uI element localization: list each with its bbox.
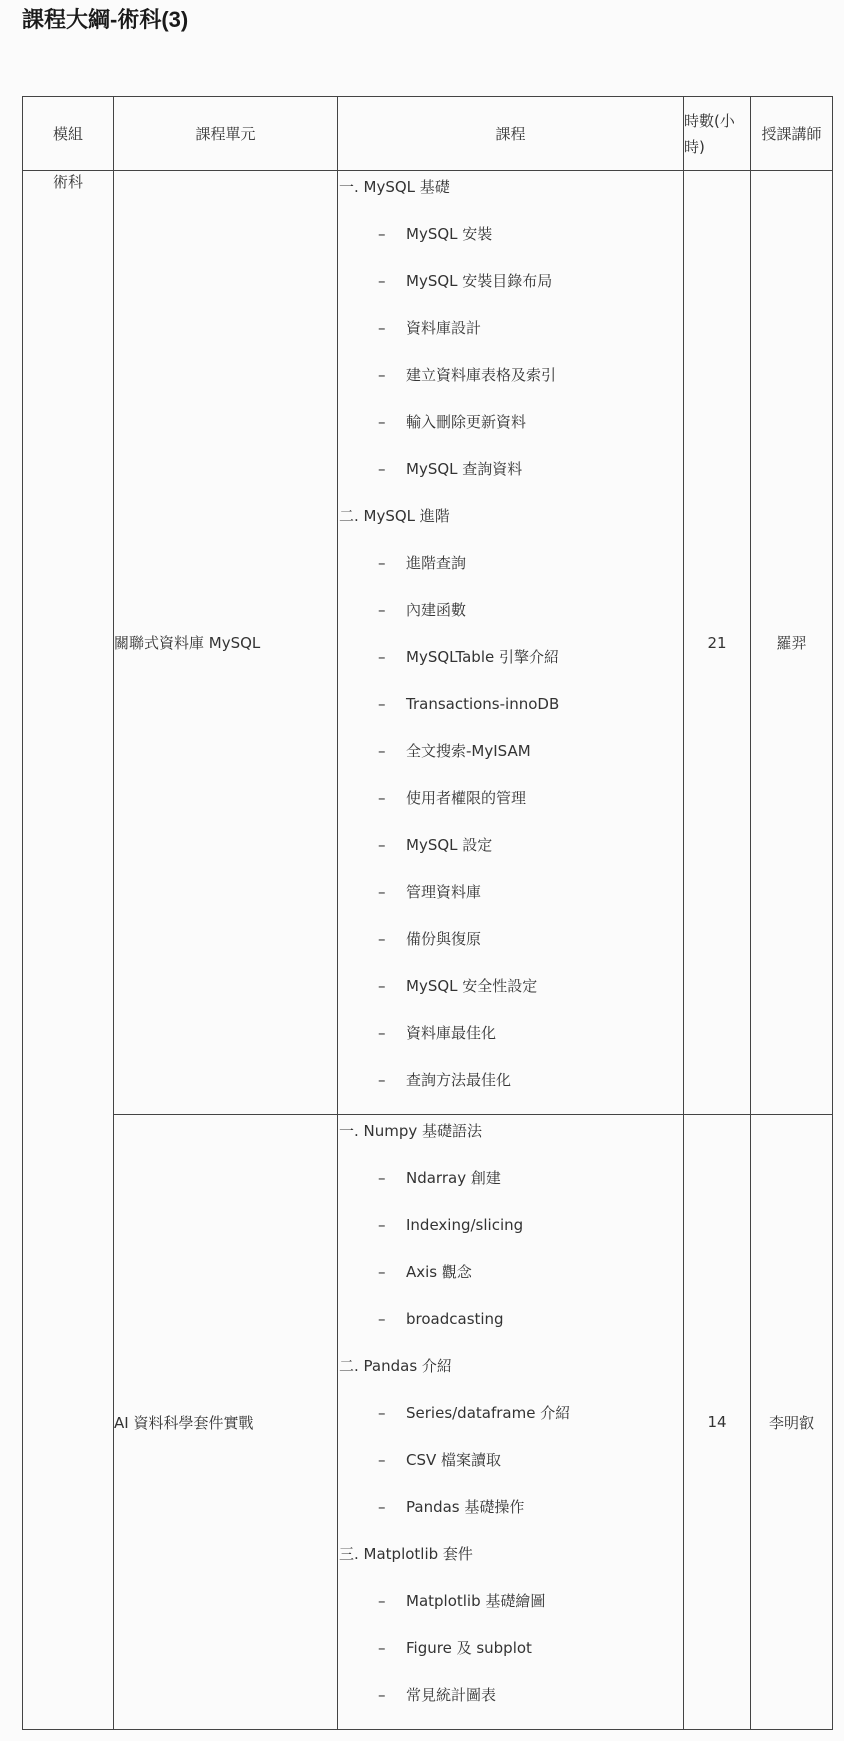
header-module: 模組: [23, 97, 114, 171]
course-item-text: 常見統計圖表: [406, 1686, 497, 1704]
item-marker: –: [378, 1263, 386, 1281]
header-course: 課程: [338, 97, 684, 171]
course-item-text: 全文搜索-MyISAM: [406, 742, 531, 760]
item-marker: –: [378, 413, 386, 431]
item-marker: –: [378, 1169, 386, 1187]
item-marker: –: [378, 977, 386, 995]
item-marker: –: [378, 1498, 386, 1516]
unit-cell: AI 資料科學套件實戰: [114, 1115, 338, 1730]
header-hours: [684, 97, 751, 171]
course-cell: [338, 1115, 684, 1730]
item-marker: –: [378, 930, 386, 948]
course-item-text: 建立資料庫表格及索引: [406, 366, 557, 384]
item-marker: –: [378, 695, 386, 713]
course-item-text: 資料庫設計: [406, 319, 482, 337]
course-item-text: Axis 觀念: [406, 1263, 472, 1281]
course-item: [338, 268, 683, 315]
module-cell: 術科: [23, 171, 114, 1730]
course-item: [338, 550, 683, 597]
course-item-text: 輸入刪除更新資料: [406, 413, 527, 431]
course-item: [338, 409, 683, 456]
item-marker: –: [378, 1404, 386, 1422]
course-item: [338, 1494, 683, 1541]
item-marker: –: [378, 742, 386, 760]
course-item: [338, 1306, 683, 1353]
item-marker: –: [378, 1071, 386, 1089]
unit-cell: 關聯式資料庫 MySQL: [114, 171, 338, 1115]
course-item: [338, 1447, 683, 1494]
course-item: [338, 221, 683, 268]
course-section: 一. MySQL 基礎: [339, 178, 450, 196]
item-marker: –: [378, 1024, 386, 1042]
course-item: [338, 738, 683, 785]
course-item-text: MySQL 設定: [406, 836, 493, 854]
course-item-text: 管理資料庫: [406, 883, 482, 901]
course-item: [338, 691, 683, 738]
course-item: [338, 644, 683, 691]
item-marker: –: [378, 601, 386, 619]
course-item-text: 內建函數: [406, 601, 467, 619]
item-marker: –: [378, 1216, 386, 1234]
course-item-text: MySQL 安裝: [406, 225, 493, 243]
course-item-text: 備份與復原: [406, 930, 482, 948]
table-row: [23, 171, 833, 1115]
course-item: [338, 597, 683, 644]
course-item-text: 進階查詢: [406, 554, 467, 572]
header-hours-line1: 時數(小: [684, 111, 735, 130]
course-item: [338, 1682, 683, 1729]
teacher-cell: 李明叡: [751, 1115, 833, 1730]
item-marker: –: [378, 1310, 386, 1328]
course-item-text: CSV 檔案讀取: [406, 1451, 502, 1469]
course-list: [338, 171, 683, 1114]
course-section: 二. Pandas 介紹: [339, 1357, 452, 1375]
item-marker: –: [378, 319, 386, 337]
course-section: 三. Matplotlib 套件: [339, 1545, 473, 1563]
course-item-text: Matplotlib 基礎繪圖: [406, 1592, 546, 1610]
course-section: 一. Numpy 基礎語法: [339, 1122, 483, 1140]
course-cell: [338, 171, 684, 1115]
course-item: [338, 973, 683, 1020]
teacher-cell: 羅羿: [751, 171, 833, 1115]
header-row: [23, 97, 833, 171]
course-item-text: Indexing/slicing: [406, 1216, 524, 1234]
course-list: [338, 1115, 683, 1729]
course-item-text: 查詢方法最佳化: [406, 1071, 512, 1089]
course-item: [338, 926, 683, 973]
course-item-text: 資料庫最佳化: [406, 1024, 497, 1042]
course-item: [338, 362, 683, 409]
item-marker: –: [378, 1592, 386, 1610]
course-item: [338, 1588, 683, 1635]
item-marker: –: [378, 648, 386, 666]
course-item: [338, 1259, 683, 1306]
item-marker: –: [378, 836, 386, 854]
hours-cell: 14: [684, 1115, 751, 1730]
course-item-text: Figure 及 subplot: [406, 1639, 532, 1657]
course-item: [338, 1067, 683, 1114]
syllabus-table: [22, 96, 833, 1730]
course-item: [338, 879, 683, 926]
item-marker: –: [378, 366, 386, 384]
item-marker: –: [378, 272, 386, 290]
item-marker: –: [378, 460, 386, 478]
course-item-text: Ndarray 創建: [406, 1169, 501, 1187]
course-item-text: MySQLTable 引擎介紹: [406, 648, 559, 666]
course-section: 二. MySQL 進階: [339, 507, 450, 525]
item-marker: –: [378, 225, 386, 243]
course-item: [338, 456, 683, 503]
course-item: [338, 1020, 683, 1067]
course-item-text: MySQL 安全性設定: [406, 977, 538, 995]
course-item-text: Pandas 基礎操作: [406, 1498, 525, 1516]
header-unit: 課程單元: [114, 97, 338, 171]
course-item-text: Series/dataframe 介紹: [406, 1404, 571, 1422]
header-hours-line2: 時): [684, 137, 705, 156]
item-marker: –: [378, 883, 386, 901]
table-row: [23, 1115, 833, 1730]
course-item: [338, 1635, 683, 1682]
course-item-text: MySQL 查詢資料: [406, 460, 523, 478]
course-item-text: 使用者權限的管理: [406, 789, 527, 807]
course-item-text: broadcasting: [406, 1310, 504, 1328]
item-marker: –: [378, 1639, 386, 1657]
item-marker: –: [378, 554, 386, 572]
course-item: [338, 832, 683, 879]
course-item: [338, 1212, 683, 1259]
course-item: [338, 315, 683, 362]
course-item-text: Transactions-innoDB: [406, 695, 560, 713]
page-title: 課程大綱-術科(3): [22, 7, 189, 32]
hours-cell: 21: [684, 171, 751, 1115]
course-item: [338, 1165, 683, 1212]
item-marker: –: [378, 1451, 386, 1469]
item-marker: –: [378, 789, 386, 807]
course-item: [338, 785, 683, 832]
course-item-text: MySQL 安裝目錄布局: [406, 272, 553, 290]
item-marker: –: [378, 1686, 386, 1704]
header-teacher: 授課講師: [751, 97, 833, 171]
course-item: [338, 1400, 683, 1447]
